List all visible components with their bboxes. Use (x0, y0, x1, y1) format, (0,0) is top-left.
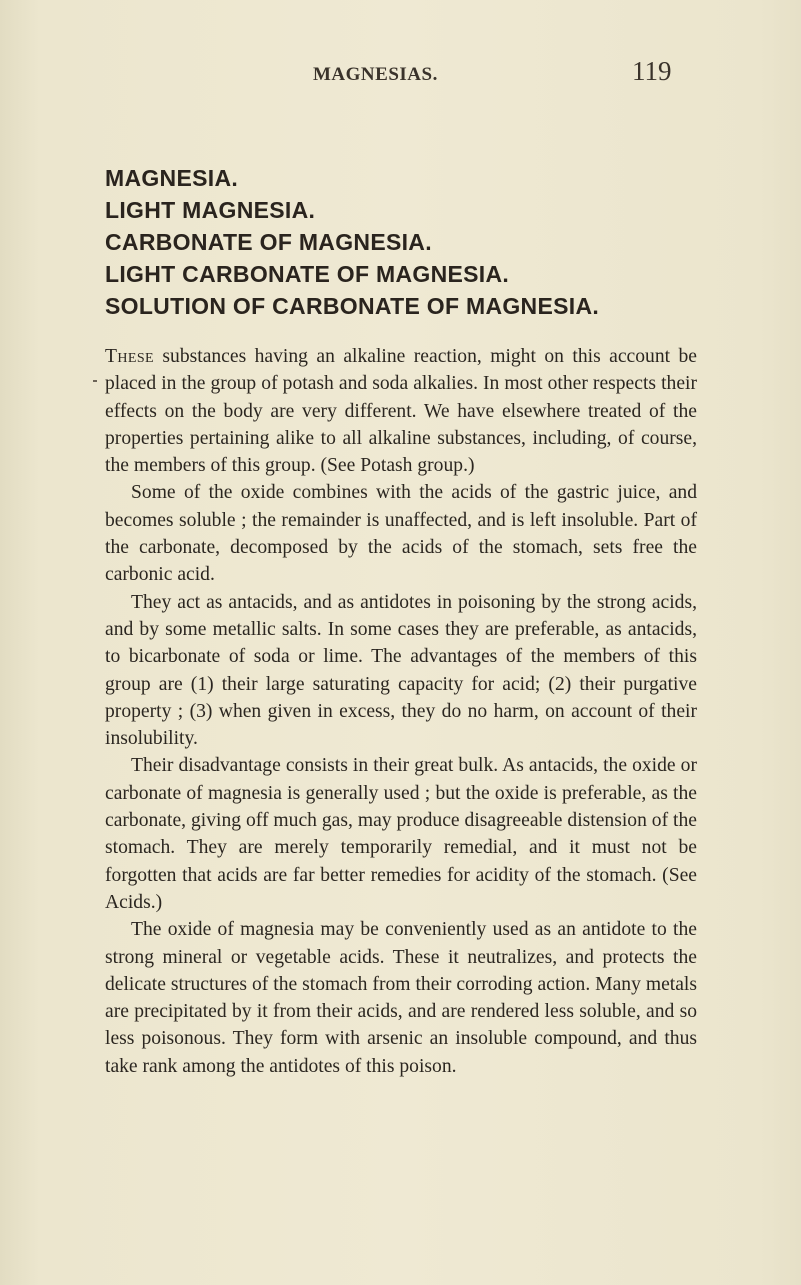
running-head (0, 56, 801, 90)
heading-carbonate-of-magnesia: CARBONATE OF MAGNESIA. (105, 229, 432, 255)
paragraph-2: Some of the oxide combines with the acids of the gastric juice, and becomes soluble ; the remainder is unaffected, and is left insoluble. Part of the carbonate, decomposed by the acids of the stomach, sets free the carbonic acid. (105, 482, 697, 586)
page-number: 119 (632, 56, 672, 86)
running-title: MAGNESIAS. (313, 64, 438, 85)
margin-mark (93, 380, 97, 382)
paragraph-1-text: substances having an alkaline reaction, might on this account be placed in the group of potash and soda alkalies. In most other respects their effects on the body are very different. We have elsewhere treated of the properties pertaining alike to all alkaline substances, including, of course, the members of this group. (See Potash group.) (105, 346, 697, 477)
heading-solution-of-carbonate: SOLUTION OF CARBONATE OF MAGNESIA. (105, 293, 600, 319)
heading-light-magnesia: LIGHT MAGNESIA. (105, 197, 316, 223)
paragraph-1 (105, 343, 697, 479)
paragraph-1-lead-word: These (105, 346, 154, 367)
paragraph-3: They act as antacids, and as antidotes in poisoning by the strong acids, and by some metallic salts. In some cases they are preferable, as antacids, to bicarbonate of soda or lime. The advantages of the members of this group are (1) their large saturating capacity for acid; (2) their purgative property ; (3) when given in excess, they do no harm, on account of their insolubility. (105, 591, 697, 750)
paragraph-5: The oxide of magnesia may be conveniently used as an antidote to the strong mineral or vegetable acids. These it neutralizes, and protects the delicate structures of the stomach from their corroding action. Many metals are precipitated by it from their acids, and are rendered less soluble, and so less poisonous. They form with arsenic an insoluble compound, and thus take rank among the antidotes of this poison. (105, 919, 697, 1077)
heading-magnesia: MAGNESIA. (105, 165, 239, 191)
section-headings (105, 162, 725, 322)
paragraph-4: Their disadvantage consists in their great bulk. As antacids, the oxide or carbonate of magnesia is generally used ; but the oxide is preferable, as the carbonate, giving off much gas, may produce disagreeable distension of the stomach. They are merely temporarily remedial, and it must not be forgotten that acids are far better remedies for acidity of the stomach. (See Acids.) (105, 755, 697, 913)
body-text (105, 343, 697, 1080)
heading-light-carbonate-of-magnesia: LIGHT CARBONATE OF MAGNESIA. (105, 261, 510, 287)
